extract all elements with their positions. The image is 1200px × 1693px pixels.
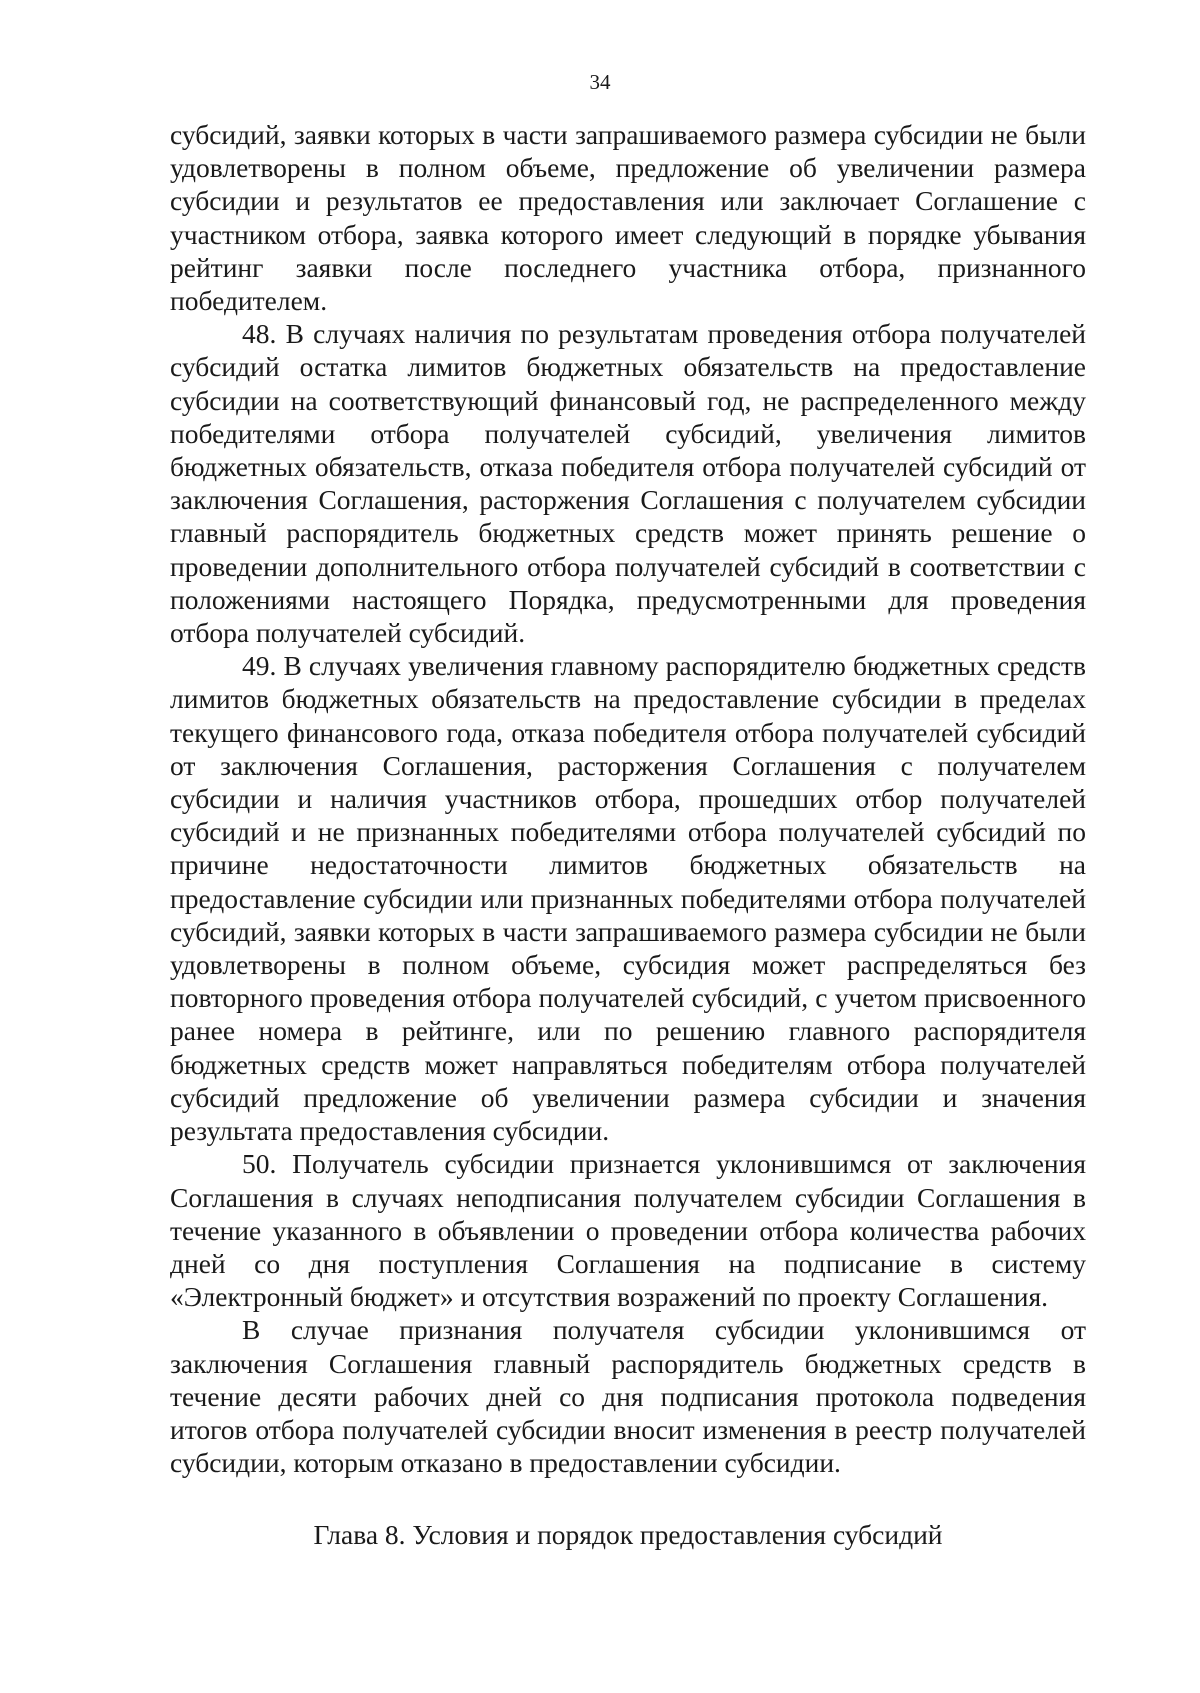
- paragraph-item-48: 48. В случаях наличия по результатам проведения отбора получателей субсидий остатка лимитов бюджетных обязательств на предоставление субсидии на соответствующий финансовый год, не распределенного между победителями отбора получателей субсидий, увеличения лимитов бюджетных обязательств, отказа победителя отбора получателей субсидий от заключения Соглашения, расторжения Соглашения с получателем субсидии главный распорядитель бюджетных средств может принять решение о проведении дополнительного отбора получателей субсидий в соответствии с положениями настоящего Порядка, предусмотренными для проведения отбора получателей субсидий.: [170, 318, 1086, 649]
- document-body: [170, 118, 1086, 1479]
- paragraph-item-50-continued: В случае признания получателя субсидии уклонившимся от заключения Соглашения главный распорядитель бюджетных средств в течение десяти рабочих дней со дня подписания протокола подведения итогов отбора получателей субсидии вносит изменения в реестр получателей субсидии, которым отказано в предоставлении субсидии.: [170, 1314, 1086, 1479]
- paragraph-item-50: 50. Получатель субсидии признается уклонившимся от заключения Соглашения в случаях неподписания получателем субсидии Соглашения в течение указанного в объявлении о проведении отбора количества рабочих дней со дня поступления Соглашения на подписание в систему «Электронный бюджет» и отсутствия возражений по проекту Соглашения.: [170, 1148, 1086, 1313]
- paragraph-continuation: субсидий, заявки которых в части запрашиваемого размера субсидии не были удовлетворены в полном объеме, предложение об увеличении размера субсидии и результатов ее предоставления или заключает Соглашение с участником отбора, заявка которого имеет следующий в порядке убывания рейтинг заявки после последнего участника отбора, признанного победителем.: [170, 119, 1086, 317]
- paragraph-item-49: 49. В случаях увеличения главному распорядителю бюджетных средств лимитов бюджетных обязательств на предоставление субсидии в пределах текущего финансового года, отказа победителя отбора получателей субсидий от заключения Соглашения, расторжения Соглашения с получателем субсидии и наличия участников отбора, прошедших отбор получателей субсидий и не признанных победителями отбора получателей субсидий по причине недостаточности лимитов бюджетных обязательств на предоставление субсидии или признанных победителями отбора получателей субсидий, заявки которых в части запрашиваемого размера субсидии не были удовлетворены в полном объеме, субсидия может распределяться без повторного проведения отбора получателей субсидий, с учетом присвоенного ранее номера в рейтинге, или по решению главного распорядителя бюджетных средств может направляться победителям отбора получателей субсидий предложение об увеличении размера субсидии и значения результата предоставления субсидии.: [170, 650, 1086, 1147]
- chapter-heading: Глава 8. Условия и порядок предоставления субсидий: [313, 1519, 943, 1550]
- page-number: 34: [589, 70, 611, 94]
